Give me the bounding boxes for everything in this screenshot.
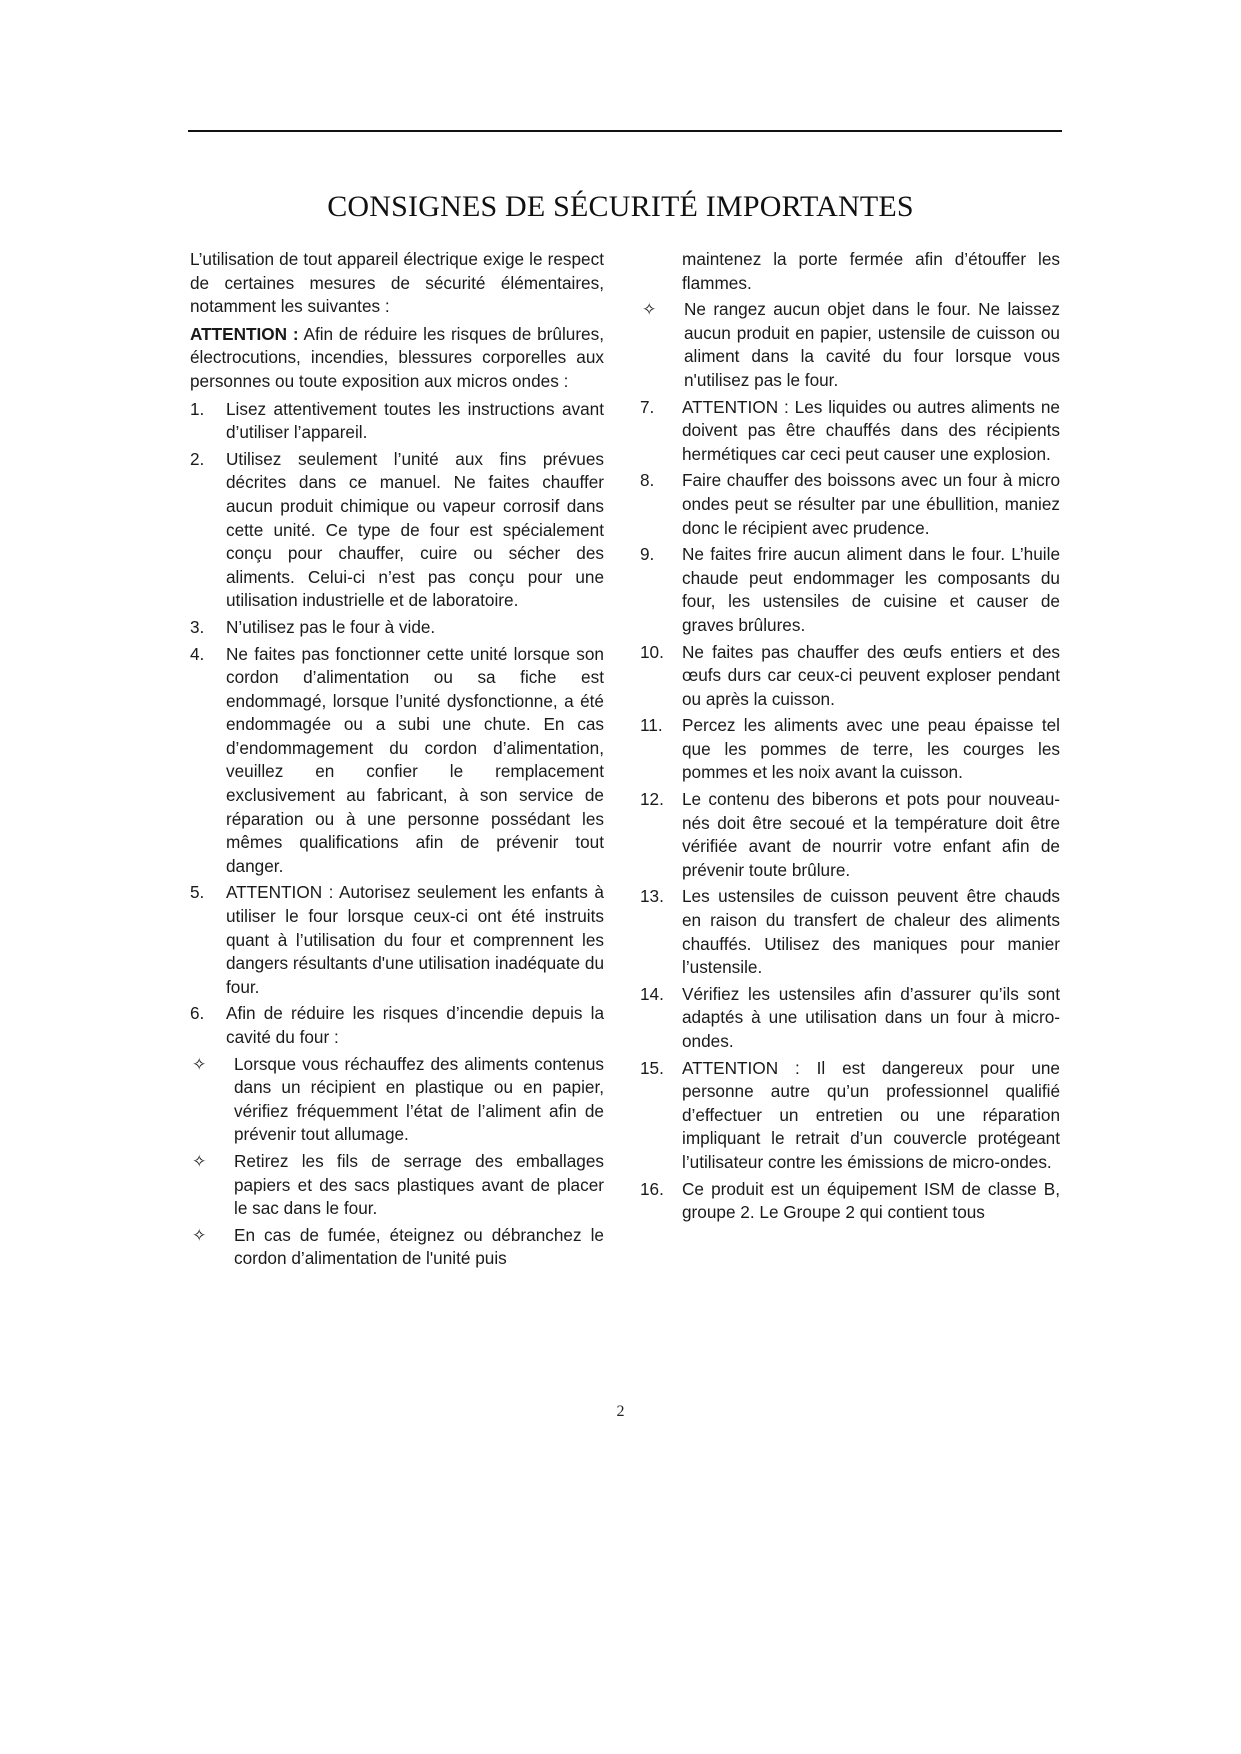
list-item bbox=[640, 543, 1060, 637]
bullet-text: Retirez les fils de serrage des emballages papiers et des sacs plastiques avant de placer le sac dans le four. bbox=[234, 1150, 604, 1219]
item-text: Le contenu des biberons et pots pour nouveau-nés doit être secoué et la température doit être vérifiée avant de nourrir votre enfant afin de prévenir toute brûlure. bbox=[682, 789, 1060, 880]
header-rule bbox=[188, 130, 1062, 132]
list-item bbox=[640, 714, 1060, 785]
item-text: ATTENTION : Il est dangereux pour une personne autre qu’un professionnel qualifié d’effectuer un entretien ou une réparation impliquant le retrait d’un couvercle protégeant l’utilisateur contre les émissions de micro-ondes. bbox=[682, 1057, 1060, 1172]
attention-paragraph bbox=[190, 323, 604, 394]
item-text: Vérifiez les ustensiles afin d’assurer qu’ils sont adaptés à une utilisation dans un four à micro-ondes. bbox=[682, 983, 1060, 1051]
list-item bbox=[190, 616, 604, 640]
item-number: 5. bbox=[190, 882, 205, 903]
item-number: 2. bbox=[190, 448, 205, 469]
item-text: Ne faites pas fonctionner cette unité lorsque son cordon d’alimentation ou sa fiche est endommagé, lorsque l’unité dysfonctionne, a été endommagée ou a subi une chute. En cas d’endommagement du cordon d’alimentation, veuillez en confier le remplacement exclusivement au fabricant, à son service de réparation ou à une personne possédant les mêmes qualifications afin de prévenir tout danger. bbox=[226, 643, 604, 876]
list-item bbox=[640, 788, 1060, 882]
item-number: 13. bbox=[640, 886, 664, 907]
left-column bbox=[190, 248, 604, 1274]
bullet-text: En cas de fumée, éteignez ou débranchez le cordon d’alimentation de l'unité puis bbox=[234, 1224, 604, 1269]
item-text: Lisez attentivement toutes les instructions avant d’utiliser l’appareil. bbox=[226, 398, 604, 443]
item-number: 8. bbox=[640, 470, 655, 491]
list-item bbox=[640, 396, 1060, 467]
item-text: Utilisez seulement l’unité aux fins prévues décrites dans ce manuel. Ne faites chauffer aucun produit chimique ou vapeur corrosif dans cette unité. Ce type de four est spécialement conçu pour chauffer, cuire ou sécher des aliments. Celui-ci n’est pas conçu pour une utilisation industrielle et de laboratoire. bbox=[226, 448, 604, 611]
list-item bbox=[640, 983, 1060, 1054]
bullet-text: Ne rangez aucun objet dans le four. Ne laissez aucun produit en papier, ustensile de cuisson ou aliment dans la cavité du four lorsque vous n'utilisez pas le four. bbox=[684, 299, 1060, 390]
item-number: 15. bbox=[640, 1057, 664, 1078]
diamond-bullet-icon: ✧ bbox=[192, 1150, 207, 1171]
item-text: Ce produit est un équipement ISM de classe B, groupe 2. Le Groupe 2 qui contient tous bbox=[682, 1178, 1060, 1223]
bullet-text: Lorsque vous réchauffez des aliments contenus dans un récipient en plastique ou en papier, vérifiez fréquemment l’état de l’aliment afin de prévenir tout allumage. bbox=[234, 1053, 604, 1145]
item-text: Les ustensiles de cuisson peuvent être chauds en raison du transfert de chaleur des aliments chauffés. Utilisez des maniques pour manier l’ustensile. bbox=[682, 886, 1060, 978]
item-number: 16. bbox=[640, 1178, 664, 1199]
item-text: Ne faites frire aucun aliment dans le four. L’huile chaude peut endommager les composants du four, les ustensiles de cuisine et causer de graves brûlures. bbox=[682, 544, 1060, 635]
list-item bbox=[640, 885, 1060, 979]
list-item bbox=[640, 469, 1060, 540]
item-text: Ne faites pas chauffer des œufs entiers et des œufs durs car ceux-ci peuvent exploser pendant ou après la cuisson. bbox=[682, 641, 1060, 709]
page-title: CONSIGNES DE SÉCURITÉ IMPORTANTES bbox=[327, 190, 914, 223]
list-item bbox=[190, 398, 604, 445]
item-text: Percez les aliments avec une peau épaisse tel que les pommes de terre, les courges les pommes et les noix avant la cuisson. bbox=[682, 715, 1060, 783]
item-number: 9. bbox=[640, 544, 655, 565]
right-column bbox=[640, 248, 1060, 1228]
list-item bbox=[640, 1057, 1060, 1175]
item-number: 1. bbox=[190, 398, 205, 419]
bullet-item bbox=[190, 1150, 604, 1221]
item-number: 11. bbox=[640, 715, 663, 736]
bullet-item bbox=[190, 1224, 604, 1271]
list-item bbox=[640, 1178, 1060, 1225]
item-number: 14. bbox=[640, 983, 664, 1004]
item-number: 6. bbox=[190, 1003, 205, 1024]
list-item bbox=[190, 881, 604, 999]
item-number: 7. bbox=[640, 396, 655, 417]
item-number: 10. bbox=[640, 641, 664, 662]
bullet-item bbox=[640, 298, 1060, 392]
list-item bbox=[190, 448, 604, 613]
item-text: ATTENTION : Autorisez seulement les enfants à utiliser le four lorsque ceux-ci ont été instruits quant à l’utilisation du four et comprennent les dangers résultants d'une utilisation inadéquate du four. bbox=[226, 882, 604, 997]
attention-label: ATTENTION : bbox=[190, 323, 299, 344]
item-text: Afin de réduire les risques d’incendie depuis la cavité du four : bbox=[226, 1003, 604, 1047]
list-item bbox=[640, 641, 1060, 712]
intro-paragraph: L’utilisation de tout appareil électrique exige le respect de certaines mesures de sécurité élémentaires, notamment les suivantes : bbox=[190, 249, 604, 317]
item-text: Faire chauffer des boissons avec un four à micro ondes peut se résulter par une ébullition, maniez donc le récipient avec prudence. bbox=[682, 470, 1060, 538]
item-text: ATTENTION : Les liquides ou autres aliments ne doivent pas être chauffés dans des récipients hermétiques car ceci peut causer une explosion. bbox=[682, 396, 1060, 464]
list-item bbox=[190, 1002, 604, 1049]
diamond-bullet-icon: ✧ bbox=[642, 299, 657, 320]
diamond-bullet-icon: ✧ bbox=[192, 1224, 207, 1245]
item-number: 12. bbox=[640, 789, 664, 810]
attention-text: Afin de réduire les risques de brûlures, électrocutions, incendies, blessures corporelles aux personnes ou toute exposition aux micros ondes : bbox=[190, 323, 604, 391]
page-number: 2 bbox=[616, 1403, 625, 1420]
list-item bbox=[190, 643, 604, 879]
item-text: N’utilisez pas le four à vide. bbox=[226, 616, 436, 637]
diamond-bullet-icon: ✧ bbox=[192, 1053, 207, 1074]
continued-text: maintenez la porte fermée afin d’étouffer les flammes. bbox=[682, 249, 1060, 293]
bullet-item bbox=[190, 1053, 604, 1147]
item-number: 4. bbox=[190, 643, 205, 664]
item-number: 3. bbox=[190, 616, 205, 637]
